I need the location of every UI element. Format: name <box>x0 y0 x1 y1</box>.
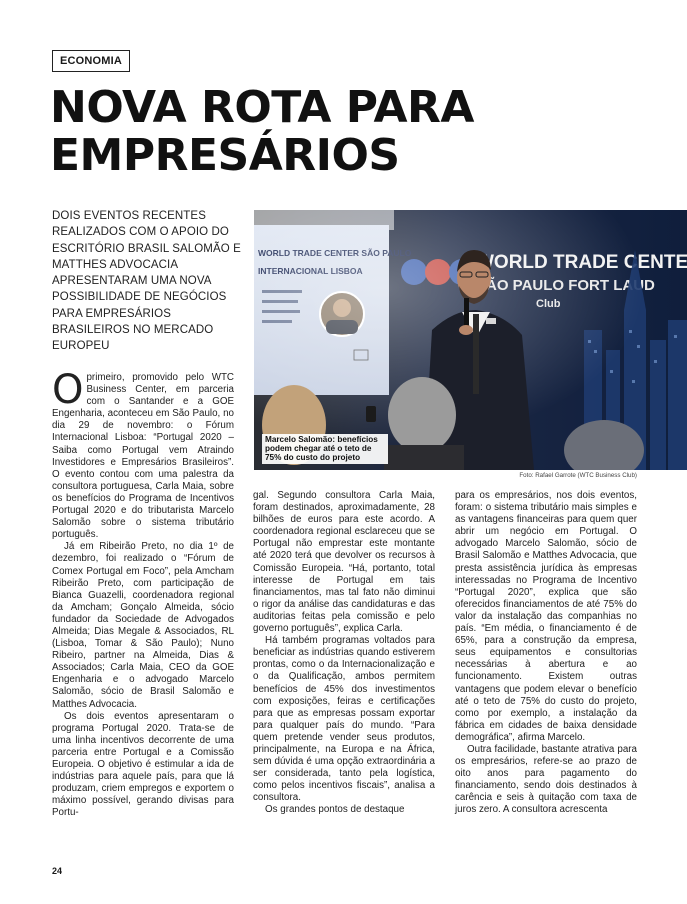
page-number: 24 <box>52 866 63 876</box>
body-paragraph: Os grandes pontos de destaque <box>265 804 405 816</box>
body-paragraph: gal. Segundo consultora Carla Maia, foram destinados, aproximadamente, 28 bilhões de euros para este acordo. A coordenadora regional esclareceu que se Portugal não emprestar este montante até 2020 terá que devolver os recursos à Comissão Europeia. “Há, portanto, total interesse de Portugal em tais financiamentos, mas tal fato não diminui o rigor da análise das candidaturas e das auditorias feitas pela comissão e pelo governo português”, explica Carla. <box>253 490 435 635</box>
lead-paragraph: DOIS EVENTOS RECENTES REALIZADOS COM O APOIO DO ESCRITÓRIO BRASIL SALOMÃO E MATTHES ADVOCACIA APRESENTARAM UMA NOVA POSSIBILIDADE DE NEGÓCIOS PARA EMPRESÁRIOS BRASILEIROS NO MERCADO EUROPEU <box>52 210 241 353</box>
body-column-2 <box>253 490 435 817</box>
body-column-3 <box>455 490 637 817</box>
body-paragraph: Outra facilidade, bastante atrativa para os empresários, refere-se ao prazo de oito anos para pagamento do financiamento, sendo dois destinados à carência e seis à quitação com taxa de juros zero. A consultora acrescenta <box>455 743 637 816</box>
body-column-1 <box>52 367 234 819</box>
body-paragraph: Há também programas voltados para beneficiar as indústrias quando estiverem prontas, como o da Internacionalização e o da Qualificação, ambos permitem benefícios de 45% dos investimentos com exposições, feiras e certificações para que as empresas possam exportar para qualquer país do mundo. “Para quem pretende vender seus produtos, principalmente, na Europa e na África, sem dúvida é uma opção extraordinária a ser considerada, tanto pela logística, como pelos incentivos fiscais”, analisa a consultora. <box>253 635 435 804</box>
body-paragraph: Oprimeiro, promovido pelo WTC Business Center, em parceria com o Santander e a GOE Engenharia, aconteceu em São Paulo, no dia 29 de novembro: o Fórum Internacional Lisboa: “Portugal 2020 – Saiba como Portugal vem Atraindo Investidores e Empresários Brasileiros”. O evento contou com uma palestra da consultora portuguesa, Carla Maia, sobre os benefícios do Programa de Incentivos Portugal 2020 e do tributarista Marcelo Salomão sobre o sistema tributário português. <box>52 367 234 541</box>
photo-credit: Foto: Rafael Garrote (WTC Business Club) <box>519 472 637 479</box>
headline <box>50 84 650 180</box>
headline-line-2: EMPRESÁRIOS <box>50 130 400 181</box>
section-tag: ECONOMIA <box>52 50 130 72</box>
event-photo <box>254 210 687 470</box>
drop-cap: O <box>52 367 84 413</box>
headline-line-1: NOVA ROTA PARA <box>50 82 474 133</box>
body-paragraph: para os empresários, nos dois eventos, foram: o sistema tributário mais simples e as vantagens financeiras para quem quer abrir um negócio em Portugal. O advogado Marcelo Salomão, sócio de Brasil Salomão e Matthes Advocacia, que presta assistência jurídica às empresas interessadas no Programa de Incentivo “Portugal 2020”, explica que são oferecidos financiamentos de até 75% do valor da instalação das companhias no país. “Em média, o financiamento é de 65%, para a construção da empresa, seus equipamentos e consultorias necessárias à abertura e ao funcionamento. Existem outras vantagens que podem elevar o benefício até o teto de 75% do custo do projeto, como por exemplo, a instalação da fábrica em cidades de baixa densidade demográfica”, afirma Marcelo. <box>455 490 637 743</box>
body-paragraph: Os dois eventos apresentaram o programa Portugal 2020. Trata-se de uma linha incentivos decorrente de uma parceria entre Portugal e a Comissão Europeia. O objetivo é estimular a ida de indústrias para aquele país, para que lá produzam, criem empregos e exportem o máximo possível, gerando divisas para Portu- <box>52 710 234 819</box>
body-paragraph: Já em Ribeirão Preto, no dia 1º de dezembro, foi realizado o “Fórum de Comex Portugal em Foco”, pela Amcham Ribeirão Preto, com participação de Bianca Guazelli, coordenadora regional da Amcham; Gonçalo Almeida, sócio fundador da Sociedade de Advogados Almeida; Dias Megale & Associados, RL (Lisboa, Tomar & São Paulo); Nuno Ribeiro, partner na Almeida, Dias & Associados; Carla Maia, CEO da GOE Engenharia e o advogado Marcelo Salomão, sócio de Brasil Salomão e Matthes Advocacia. <box>52 541 234 710</box>
photo-caption: Marcelo Salomão: benefícios podem chegar até o teto de 75% do custo do projeto <box>262 434 388 464</box>
